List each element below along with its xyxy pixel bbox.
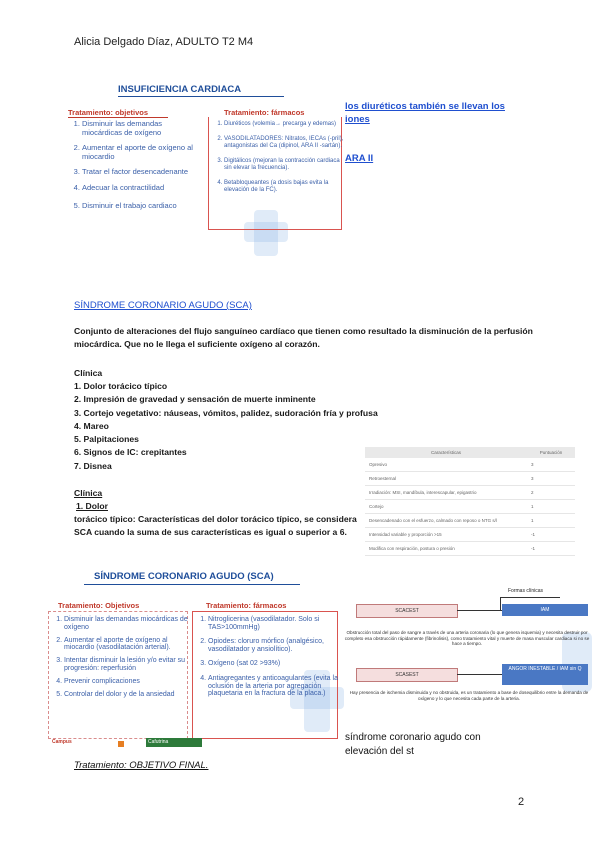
diagram-top-vline (500, 597, 501, 611)
table-cell: Irradiación: MSI, mandíbula, interescapular, epigastrio (365, 486, 527, 500)
table-row (365, 542, 575, 556)
table-cell: 3 (527, 472, 575, 486)
dolor-text: torácico típico: Características del dolor torácico típico, se considera SCA cuando la suma de sus características es igual o superior a 6. (74, 514, 357, 537)
sca2-drug-title: Tratamiento: fármacos (206, 601, 287, 610)
list-item: 1. Dolor torácico típico (74, 381, 168, 391)
box-scasest: SCASEST (356, 668, 458, 682)
diagram-top-label: Formas clínicas (508, 588, 544, 594)
dolor-label: 1. Dolor (76, 501, 108, 511)
table-cell: -1 (527, 528, 575, 542)
list-item: 2. Aumentar el aporte de oxígeno al miocardio (vasodilatación arterial). (64, 637, 196, 653)
table-cell: Retroesternal (365, 472, 527, 486)
diagram-top-line (500, 597, 560, 598)
sca-definition: Conjunto de alteraciones del flujo sanguíneo cardíaco que tienen como resultado la disminución de la perfusión miocárdica. Que no le llega el suficiente oxígeno al corazón. (74, 326, 533, 349)
table-cell: Desencadenado con el esfuerzo, calmado con reposo o NTG s/l (365, 514, 527, 528)
score-table (365, 447, 575, 556)
list-item: 4. Adecuar la contractilidad (82, 184, 204, 193)
table-cell: 1 (527, 514, 575, 528)
list-item: 7. Disnea (74, 460, 112, 471)
list-item: 1. Nitroglicerina (vasodilatador. Solo si TAS>100mmHg) (208, 616, 348, 631)
table-row (365, 500, 575, 514)
sca2-obj-title: Tratamiento: Objetivos (58, 601, 140, 610)
table-row (365, 528, 575, 542)
ic-obj-rule (68, 117, 168, 118)
diagram-caption-2: Hay presencia de ischemia disminuida y no obstruida, es un tratamiento a base de dosequilibrio entre la demanda de oxígeno y lo que necesita cada parte de la arteria. (349, 690, 589, 701)
list-item: 2. Opiodes: cloruro mórfico (analgésico, vasodilatador y ansiolítico). (208, 638, 348, 653)
final-objective: Tratamiento: OBJETIVO FINAL. (74, 760, 209, 771)
clinical-forms-diagram (340, 588, 598, 708)
table-cell: Opresivo (365, 458, 527, 472)
list-item: 2. VASODILATADORES: Nitratos, IECAs (-pril), antagonistas del Ca (dipinol, ARA II -sartán). (224, 136, 348, 150)
table-cell: Cortejo (365, 500, 527, 514)
list-item: 3. Tratar el factor desencadenante (82, 168, 204, 177)
list-item: 4. Mareo (74, 420, 109, 431)
diagram-arrow-1 (457, 610, 502, 611)
list-item: 5. Palpitaciones (74, 434, 139, 445)
list-item: 5. Disminuir el trabajo cardiaco (82, 202, 204, 211)
list-item: 3. Oxígeno (sat 02 >93%) (208, 660, 348, 668)
logo-mark (118, 741, 124, 747)
list-item: 2. Impresión de gravedad y sensación de muerte inminente (74, 394, 316, 405)
logo-campus: Campus (52, 739, 72, 745)
list-item: 4. Antiagregantes y anticoagulantes (evita la oclusión de la arteria por agregación plaquetaria en la fractura de la placa.) (208, 675, 348, 698)
table-row (365, 514, 575, 528)
table-header: Características (365, 447, 527, 458)
ic-title-rule (118, 96, 284, 97)
box-angor: ANGOR INESTABLE / IAM sin Q (502, 664, 588, 685)
table-cell: 3 (527, 458, 575, 472)
ic-drug-title: Tratamiento: fármacos (224, 108, 305, 117)
note-diureticos[interactable]: los diuréticos también se llevan los iones (345, 101, 505, 125)
box-iam: IAM (502, 604, 588, 616)
sca2-title: SÍNDROME CORONARIO AGUDO (SCA) (94, 571, 274, 582)
table-cell: -1 (527, 542, 575, 556)
sca2-drugs (194, 616, 348, 705)
logo-cafutrina: Cafutrina (146, 738, 202, 747)
list-item: 3. Digitálicos (mejoran la contracción cardiaca sin elevar la frecuencia). (224, 158, 348, 172)
sca-figure (46, 565, 340, 755)
list-item: 3. Intentar disminuir la lesión y/o evitar su progresión: reperfusión (64, 657, 196, 673)
page-header: Alicia Delgado Díaz, ADULTO T2 M4 (74, 36, 254, 48)
ic-drugs (212, 121, 348, 202)
list-item: 6. Signos de IC: crepitantes (74, 447, 187, 458)
table-cell: Intensidad variable y proporción >15 (365, 528, 527, 542)
ic-title: INSUFICIENCIA CARDIACA (118, 84, 242, 95)
list-item: 3. Cortejo vegetativo: náuseas, vómitos, palidez, sudoración fría y profusa (74, 407, 378, 418)
clinica-label: Clínica (74, 368, 103, 378)
side-note-stemi: síndrome coronario agudo con elevación del st (345, 732, 481, 757)
clinica2-label: Clínica (74, 488, 103, 498)
sca2-objectives (50, 616, 196, 705)
list-item: 1. Diuréticos (volemia→ precarga y edemas) (224, 121, 348, 128)
sca-title: SÍNDROME CORONARIO AGUDO (SCA) (74, 300, 252, 311)
box-scacest: SCACEST (356, 604, 458, 618)
list-item: 2. Aumentar el aporte de oxígeno al miocardio (82, 144, 204, 161)
diagram-caption-1: Obstrucción total del paso de sangre a través de una arteria coronaria (lo que genera isquemia) y necesita destruir por completo esa obstrucción rápidamente (fibrinolisis), como tratamiento vital y muerte de masa muscular cardiaca si no se hace a tiempo. (344, 630, 590, 647)
table-header-row (365, 447, 575, 458)
diagram-arrow-2 (457, 674, 502, 675)
sca2-title-rule (84, 584, 300, 585)
list-item: 1. Disminuir las demandas miocárdicas de oxígeno (82, 120, 204, 137)
list-item: 4. Prevenir complicaciones (64, 678, 196, 686)
table-row (365, 458, 575, 472)
note-ara[interactable]: ARA II (345, 153, 374, 164)
list-item: 4. Betabloqueantes (a dosis bajas evita la elevación de la FC). (224, 180, 348, 194)
table-cell: 2 (527, 486, 575, 500)
table-cell: 1 (527, 500, 575, 514)
table-header: Puntuación (527, 447, 575, 458)
ic-figure (66, 80, 348, 258)
page-number: 2 (518, 796, 525, 808)
ic-obj-title: Tratamiento: objetivos (68, 108, 149, 117)
list-item: 5. Controlar del dolor y de la ansiedad (64, 691, 196, 699)
list-item: 1. Disminuir las demandas miocárdicas de oxígeno (64, 616, 196, 632)
table-cell: Modifica con respiración, postura o presión (365, 542, 527, 556)
table-row (365, 486, 575, 500)
ic-objectives (68, 120, 204, 218)
table-row (365, 472, 575, 486)
